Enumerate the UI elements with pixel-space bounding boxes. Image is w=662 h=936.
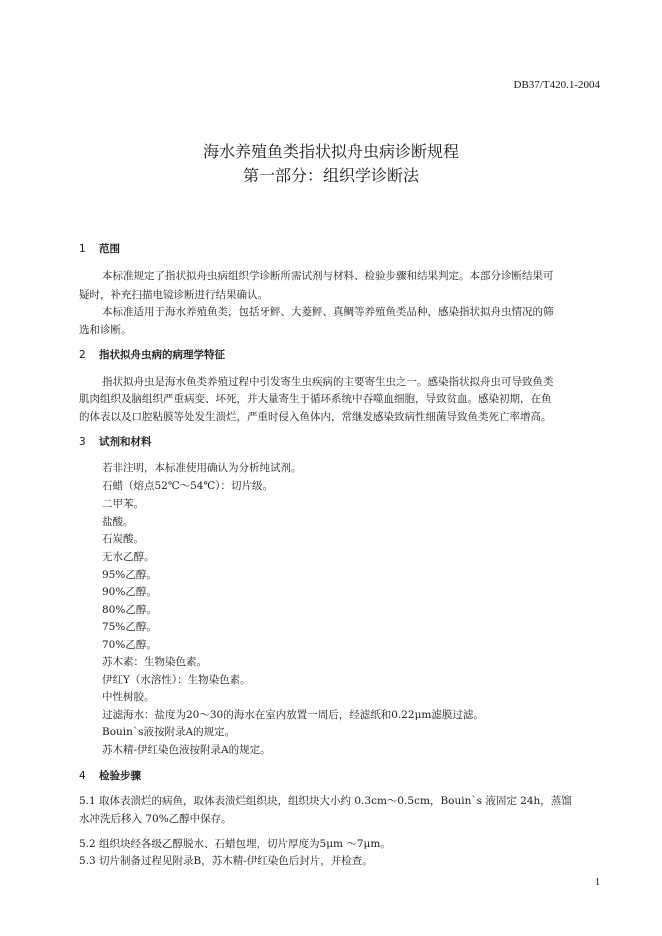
reagent-item: 中性树胶。: [102, 691, 155, 703]
reagent-item: 过滤海水：盐度为20～30的海水在室内放置一周后，经滤纸和0.22μm滤膜过滤。: [102, 709, 484, 721]
section-title: 范围: [99, 243, 120, 255]
reagent-item: 无水乙醇。: [102, 551, 155, 563]
reagent-item: 伊红Y（水溶性）：生物染色素。: [102, 674, 251, 686]
section-4-heading: [79, 768, 141, 783]
step-line: 5.3 切片制备过程见附录B，苏木精-伊红染色后封片，并检查。: [79, 855, 373, 867]
reagent-item: 80%乙醇。: [102, 604, 157, 616]
section-1-heading: [79, 241, 120, 256]
reagent-item: 95%乙醇。: [102, 569, 157, 581]
reagent-item: Bouin`s液按附录A的规定。: [102, 726, 236, 738]
reagent-item: 90%乙醇。: [102, 586, 157, 598]
section-number: 4: [79, 770, 86, 782]
reagent-item: 苏木素：生物染色素。: [102, 656, 207, 668]
document-title: 海水养殖鱼类指状拟舟虫病诊断规程: [202, 142, 459, 161]
reagent-item: 苏木精-伊红染色液按附录A的规定。: [102, 744, 271, 756]
reagent-item: 盐酸。: [102, 516, 134, 528]
paragraph-line: 疑时，补充扫描电镜诊断进行结果确认。: [79, 289, 268, 301]
reagent-item: 若非注明，本标准使用确认为分析纯试剂。: [102, 462, 302, 474]
step-line: 水冲洗后移入 70%乙醇中保存。: [79, 813, 232, 825]
paragraph-line: 的体表以及口腔粘膜等处发生溃烂，严重时侵入鱼体内，常继发感染致病性细菌导致鱼类死亡率增高。: [79, 411, 552, 423]
section-2-heading: [79, 347, 225, 362]
reagent-item: 石蜡（熔点52℃～54℃）：切片级。: [102, 480, 273, 492]
document-subtitle: 第一部分：组织学诊断法: [242, 166, 419, 185]
section-number: 1: [79, 243, 86, 255]
paragraph-line: 本标准适用于海水养殖鱼类，包括牙鲆、大菱鲆、真鲷等养殖鱼类品种，感染指状拟舟虫情况的筛: [102, 306, 554, 318]
document-id: DB37/T420.1-2004: [513, 79, 600, 91]
section-3-heading: [79, 434, 152, 449]
paragraph-line: 选和诊断。: [79, 324, 132, 336]
paragraph-line: 指状拟舟虫是海水鱼类养殖过程中引发寄生虫疾病的主要寄生虫之一。感染指状拟舟虫可导致鱼类: [102, 376, 554, 388]
section-title: 指状拟舟虫病的病理学特征: [99, 349, 225, 361]
paragraph-line: 肌肉组织及脑组织严重病变、坏死，并大量寄生于循环系统中吞噬血细胞，导致贫血。感染初期，在鱼: [79, 393, 552, 405]
section-number: 2: [79, 349, 86, 361]
reagent-item: 75%乙醇。: [102, 621, 157, 633]
step-line: 5.2 组织块经各级乙醇脱水、石蜡包埋，切片厚度为5μm ～7μm。: [79, 838, 391, 850]
paragraph-line: 本标准规定了指状拟舟虫病组织学诊断所需试剂与材料、检验步骤和结果判定。本部分诊断结果可: [102, 270, 554, 282]
step-line: 5.1 取体表溃烂的病鱼，取体表溃烂组织块，组织块大小约 0.3cm～0.5cm，Bouin`s 液固定 24h，蒸馏: [79, 795, 572, 807]
section-title: 检验步骤: [99, 770, 141, 782]
reagent-item: 二甲苯。: [102, 498, 144, 510]
reagent-item: 70%乙醇。: [102, 639, 157, 651]
reagent-item: 石炭酸。: [102, 533, 144, 545]
section-title: 试剂和材料: [99, 436, 152, 448]
section-number: 3: [79, 436, 86, 448]
page-number: 1: [595, 877, 600, 888]
